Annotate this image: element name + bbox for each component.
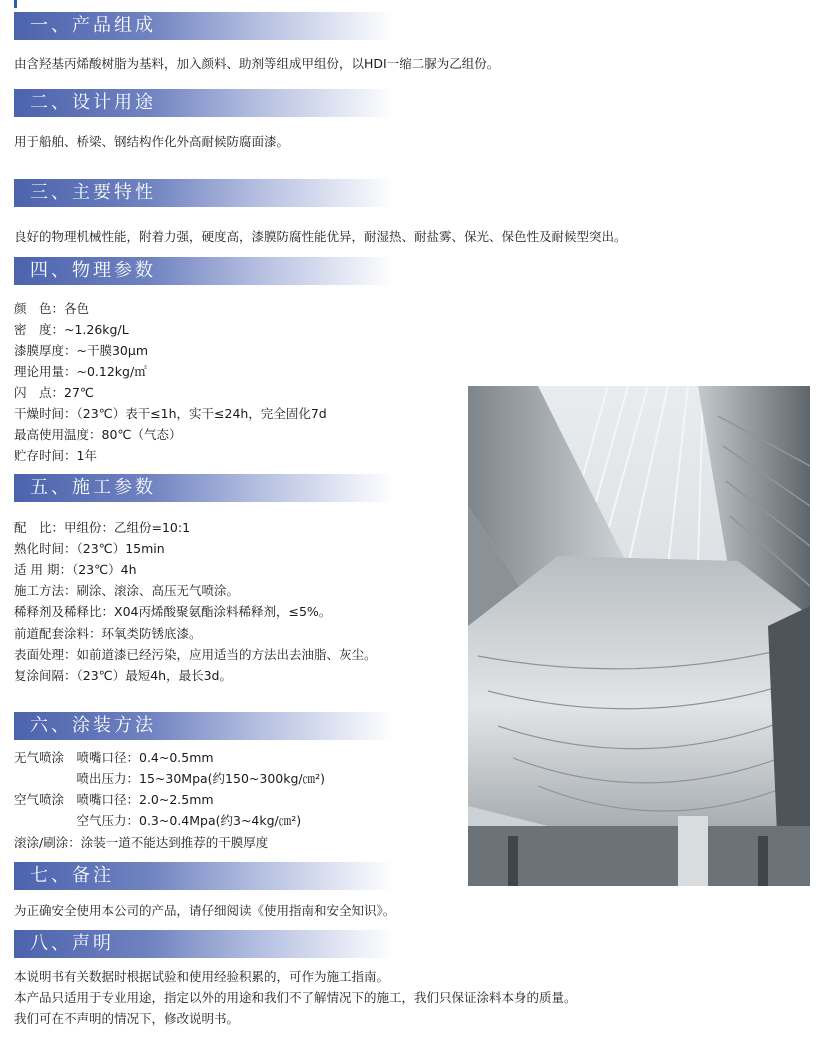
section-header-remarks: 七、备注 bbox=[14, 862, 394, 890]
param-line: 最高使用温度：80℃（气态） bbox=[14, 427, 182, 442]
section-header-usage: 二、设计用途 bbox=[14, 89, 394, 117]
bridge-underside-photo bbox=[468, 386, 810, 886]
param-line: 贮存时间：1年 bbox=[14, 448, 97, 463]
param-line: 漆膜厚度：~干膜30μm bbox=[14, 343, 149, 358]
section-header-features: 三、主要特性 bbox=[14, 179, 394, 207]
features-text: 良好的物理机械性能，附着力强，硬度高，漆膜防腐性能优异，耐湿热、耐盐雾、保光、保色性及耐候型突出。 bbox=[14, 229, 627, 244]
param-line: 干燥时间：（23℃）表干≤1h，实干≤24h，完全固化7d bbox=[14, 406, 327, 421]
param-line: 密 度：~1.26kg/L bbox=[14, 322, 129, 337]
composition-text: 由含羟基丙烯酸树脂为基料，加入颜料、助剂等组成甲组份，以HDI一缩二脲为乙组份。 bbox=[14, 56, 500, 71]
application-line: 前道配套涂料：环氧类防锈底漆。 bbox=[14, 626, 202, 641]
application-line: 复涂间隔：（23℃）最短4h，最长3d。 bbox=[14, 668, 232, 683]
statement-line: 本产品只适用于专业用途，指定以外的用途和我们不了解情况下的施工，我们只保证涂料本身的质量。 bbox=[14, 990, 577, 1005]
remarks-text: 为正确安全使用本公司的产品，请仔细阅读《使用指南和安全知识》。 bbox=[14, 903, 396, 918]
param-line: 理论用量：~0.12kg/㎡ bbox=[14, 364, 147, 379]
method-line: 喷出压力：15~30Mpa(约150~300kg/㎝²) bbox=[14, 771, 326, 786]
application-line: 施工方法：刷涂、滚涂、高压无气喷涂。 bbox=[14, 583, 240, 598]
application-line: 表面处理：如前道漆已经污染，应用适当的方法出去油脂、灰尘。 bbox=[14, 647, 377, 662]
top-accent-mark bbox=[14, 0, 17, 8]
section-header-application-params: 五、施工参数 bbox=[14, 474, 394, 502]
application-line: 配 比：甲组份：乙组份=10:1 bbox=[14, 520, 191, 535]
statement-line: 本说明书有关数据时根据试验和使用经验积累的，可作为施工指南。 bbox=[14, 969, 390, 984]
section-header-physical-params: 四、物理参数 bbox=[14, 257, 394, 285]
param-line: 闪 点：27℃ bbox=[14, 385, 94, 400]
method-line: 无气喷涂 喷嘴口径：0.4~0.5mm bbox=[14, 750, 214, 765]
section-header-composition: 一、产品组成 bbox=[14, 12, 394, 40]
section-header-statement: 八、声明 bbox=[14, 930, 394, 958]
application-line: 熟化时间：（23℃）15min bbox=[14, 541, 165, 556]
section-header-coating-method: 六、涂装方法 bbox=[14, 712, 394, 740]
param-line: 颜 色：各色 bbox=[14, 301, 90, 316]
usage-text: 用于船舶、桥梁、钢结构作化外高耐候防腐面漆。 bbox=[14, 134, 290, 149]
application-line: 适 用 期：（23℃）4h bbox=[14, 562, 137, 577]
method-line: 空气压力：0.3~0.4Mpa(约3~4kg/㎝²) bbox=[14, 813, 302, 828]
method-line: 空气喷涂 喷嘴口径：2.0~2.5mm bbox=[14, 792, 214, 807]
statement-line: 我们可在不声明的情况下，修改说明书。 bbox=[14, 1011, 240, 1026]
method-line: 滚涂/刷涂：涂装一道不能达到推荐的干膜厚度 bbox=[14, 835, 269, 850]
application-line: 稀释剂及稀释比：X04丙烯酸聚氨酯涂料稀释剂，≤5%。 bbox=[14, 604, 332, 619]
